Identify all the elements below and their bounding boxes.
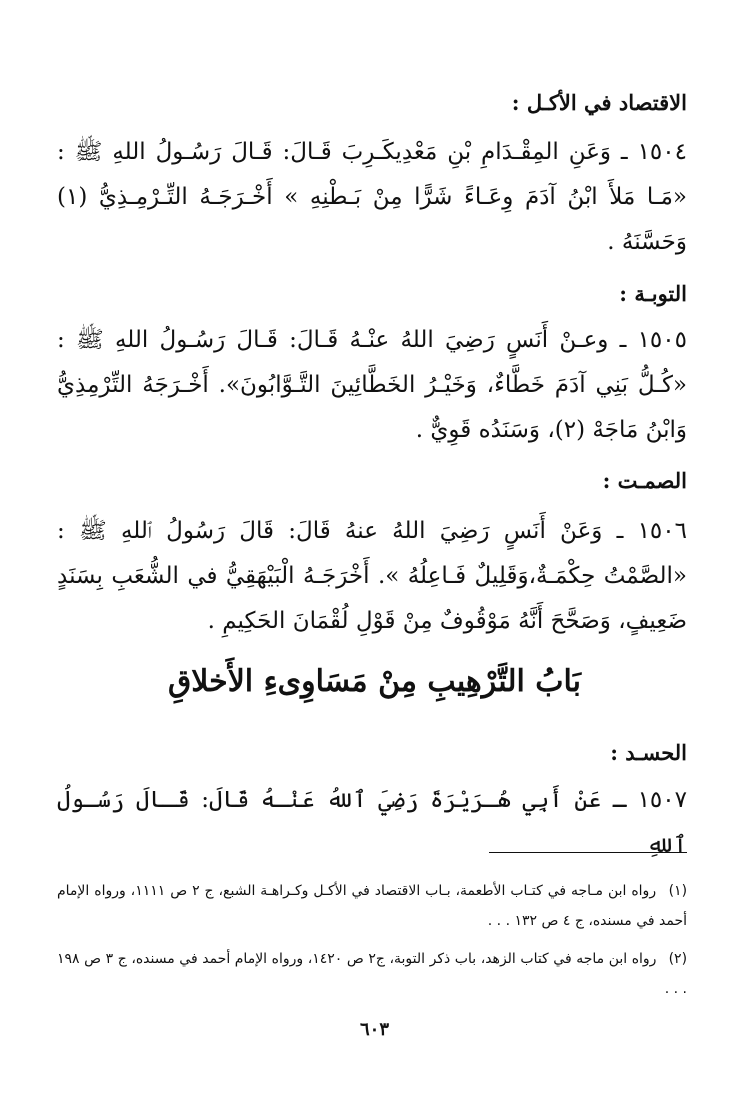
footnote-number: (٢): [668, 951, 688, 967]
section-heading-envy: الحسـد :: [610, 740, 687, 765]
page-number: ٦٠٣: [359, 1019, 389, 1040]
section-heading-silence: الصمـت :: [602, 468, 687, 493]
footnote-1: [57, 876, 687, 936]
chapter-title: بَابُ التَّرْهِيبِ مِنْ مَسَاوِىءِ الأَخلاقِ: [167, 664, 582, 699]
hadith-1507: ١٥٠٧ ـ عَنْ أَبِي هُـرَيْرَةَ رَضِيَ ٱللهُ عَنْـهُ قَالَ: قَـالَ رَسُـولُ ٱللهِ: [57, 787, 687, 858]
hadith-1504: ١٥٠٤ ـ وَعَنِ المِقْـدَامِ بْنِ مَعْدِيكَـرِبَ قَـالَ: قَـالَ رَسُـولُ اللهِ ﷺ : «مَـا مَلأَ ابْنُ آدَمَ وِعَـاءً شَرًّا مِنْ بَـطْنِهِ » أَخْـرَجَـهُ التِّـرْمِـذِيُّ (١) وَحَسَّنَهُ .: [57, 139, 687, 255]
hadith-1505: ١٥٠٥ ـ وعـنْ أَنَسٍ رَضِيَ اللهُ عنْـهُ قَـالَ: قَـالَ رَسُـولُ اللهِ ﷺ : «كُـلُّ بَنِي آدَمَ خَطَّاءٌ، وَخَيْـرُ الخَطَّائِينَ التَّـوَّابُونَ». أَخْـرَجَهُ التِّرْمِذِيُّ وَابْنُ مَاجَهْ (٢)، وَسَنَدُه قَوِيٌّ .: [57, 327, 687, 443]
hadith-1506: ١٥٠٦ ـ وَعَنْ أَنَسٍ رَضِيَ اللهُ عنهُ قَالَ: قَالَ رَسُولُ ٱللهِ ﷺ : «الصَّمْتُ حِكْمَـةٌ،وَقَلِيلٌ فَـاعِلُهُ ». أَخْرَجَـهُ الْبَيْهَقِيُّ في الشُّعَبِ بِسَنَدٍ ضَعِيفٍ، وَصَحَّحَ أَنَّهُ مَوْقُوفٌ مِنْ قَوْلِ لُقْمَانَ الحَكِيمِ .: [57, 518, 687, 634]
section-heading-moderation-in-eating: الاقتصاد في الأكـل :: [511, 90, 687, 115]
footnote-separator: [489, 852, 687, 853]
footnote-text: رواه ابن مـاجه في كتـاب الأطعمة، بـاب الاقتصاد في الأكـل وكـراهـة الشبع، ج ٢ ص ١١١١، ورواه الإمام أحمد في مسنده، ج ٤ ص ١٣٢ . . .: [57, 883, 687, 929]
footnote-text: رواه ابن ماجه في كتاب الزهد، باب ذكر التوبة، ج٢ ص ١٤٢٠، ورواه الإمام أحمد في مسنده، ج ٣ ص ١٩٨ . . .: [57, 951, 687, 997]
section-heading-repentance: التوبـة :: [619, 281, 687, 306]
footnote-2: [57, 944, 687, 1004]
footnote-number: (١): [668, 883, 688, 899]
